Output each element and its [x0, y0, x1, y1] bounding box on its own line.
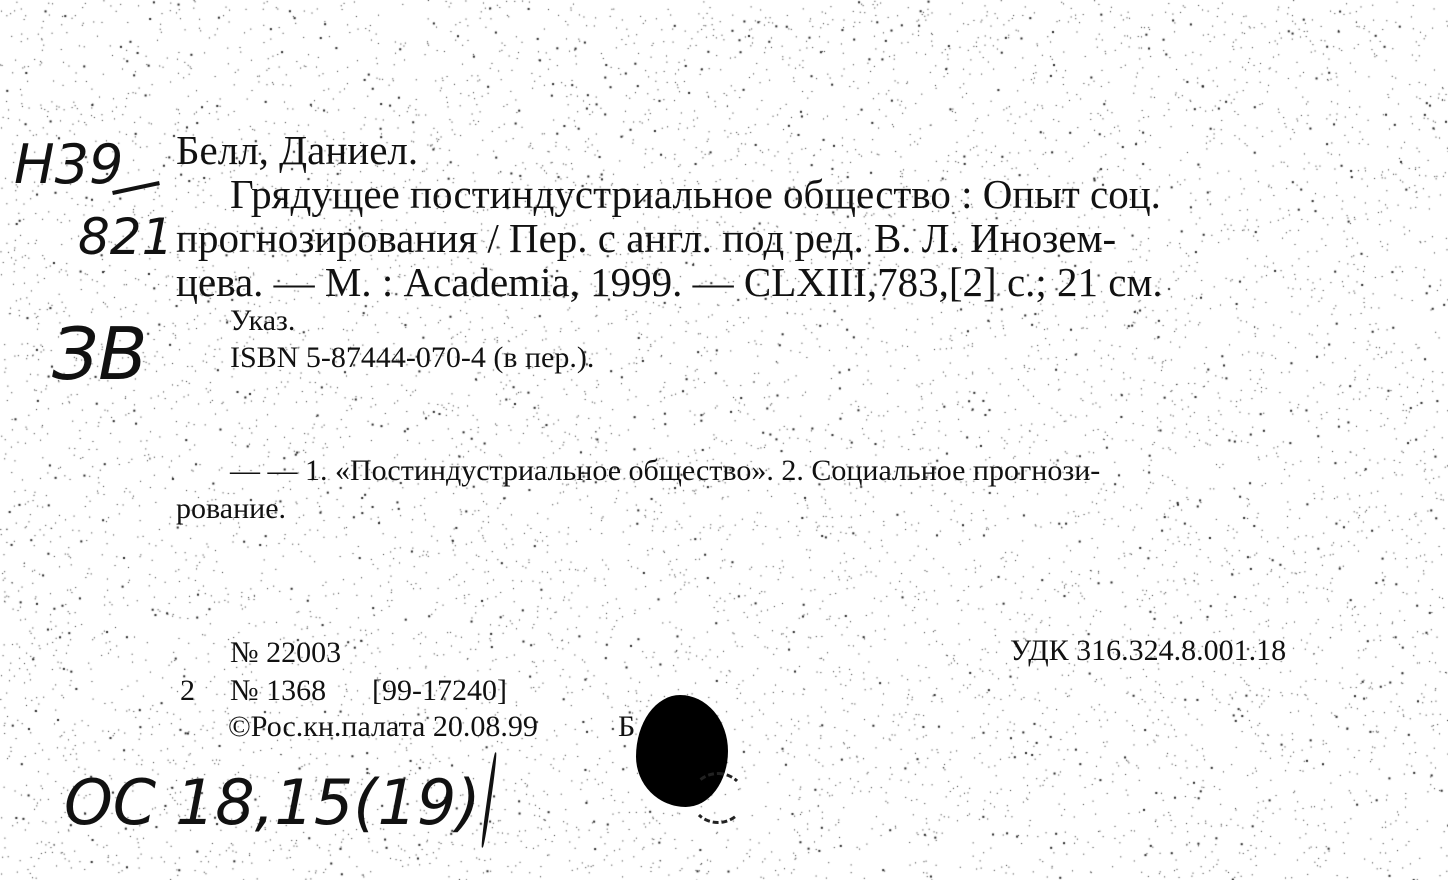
handwritten-shelf-top: Н39	[14, 133, 124, 196]
subjects-line-2: рование.	[176, 492, 287, 525]
udc-code: УДК 316.324.8.001.18	[1010, 634, 1287, 667]
author-heading: Белл, Даниел.	[176, 127, 419, 173]
order-number: [99-17240]	[372, 674, 507, 707]
book-chamber-stamp: ©Рос.кн.палата 20.08.99	[228, 710, 538, 743]
isbn-line: ISBN 5-87444-070-4 (в пер.).	[230, 341, 595, 374]
title-line-1: Грядущее постиндустриальное общество : Опыт соц.	[230, 171, 1161, 217]
copies-count: 2	[180, 674, 195, 707]
title-line-2: прогнозирования / Пер. с англ. под ред. В. Л. Инозем-	[176, 215, 1117, 261]
handwritten-shelf-mid: 821	[78, 208, 174, 266]
punch-hole-shadow	[690, 772, 746, 824]
handwritten-shelf-bottom: ЗВ	[52, 312, 148, 396]
record-number-2: № 1368	[230, 674, 327, 707]
record-number: № 22003	[230, 636, 342, 669]
title-line-3: цева. — М. : Academia, 1999. — CLXIII,783,[2] с.; 21 см.	[176, 259, 1163, 305]
book-chamber-tail: Б	[618, 710, 636, 743]
handwritten-bottom-code: ОС 18,15(19)	[64, 766, 481, 839]
subjects-line-1: — — 1. «Постиндустриальное общество». 2. Социальное прогнози-	[230, 454, 1101, 487]
notes-line: Указ.	[230, 304, 296, 337]
